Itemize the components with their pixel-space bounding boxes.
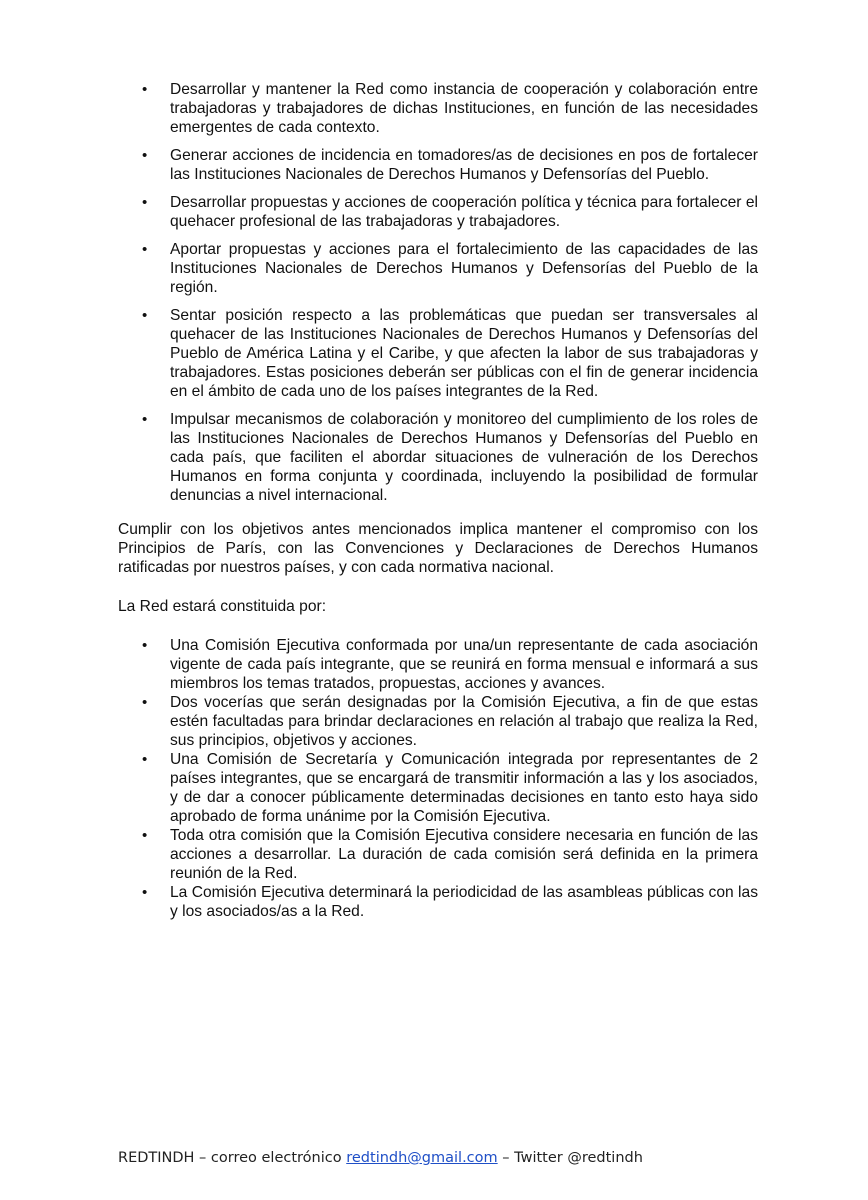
- list-item: • Generar acciones de incidencia en tomadores/as de decisiones en pos de fortalecer las Instituciones Nacionales de Derechos Humanos y Defensorías del Pueblo.: [118, 146, 758, 184]
- footer-prefix: REDTINDH – correo electrónico: [118, 1150, 347, 1166]
- footer-suffix: – Twitter @redtindh: [497, 1150, 643, 1166]
- list-item: • Desarrollar propuestas y acciones de cooperación política y técnica para fortalecer el quehacer profesional de las trabajadoras y trabajadores.: [118, 193, 758, 231]
- document-body: [118, 80, 758, 921]
- objectives-list: [118, 80, 758, 505]
- list-item: • Dos vocerías que serán designadas por la Comisión Ejecutiva, a fin de que estas estén facultadas para brindar declaraciones en relación al trabajo que realiza la Red, sus principios, objetivos y acciones.: [118, 693, 758, 750]
- list-item: • Toda otra comisión que la Comisión Ejecutiva considere necesaria en función de las acciones a desarrollar. La duración de cada comisión será definida en la primera reunión de la Red.: [118, 826, 758, 883]
- constitution-list: [118, 636, 758, 921]
- list-item: • La Comisión Ejecutiva determinará la periodicidad de las asambleas públicas con las y los asociados/as a la Red.: [118, 883, 758, 921]
- list-item: • Una Comisión Ejecutiva conformada por una/un representante de cada asociación vigente de cada país integrante, que se reunirá en forma mensual e informará a sus miembros los temas tratados, propuestas, acciones y avances.: [118, 636, 758, 693]
- list-item: • Desarrollar y mantener la Red como instancia de cooperación y colaboración entre trabajadoras y trabajadores de dichas Instituciones, en función de las necesidades emergentes de cada contexto.: [118, 80, 758, 137]
- list-item: • Una Comisión de Secretaría y Comunicación integrada por representantes de 2 países integrantes, que se encargará de transmitir información a las y los asociados, y de dar a conocer públicamente determinadas decisiones en tanto esto haya sido aprobado de forma unánime por la Comisión Ejecutiva.: [118, 750, 758, 826]
- email-link[interactable]: redtindh@gmail.com: [346, 1150, 498, 1166]
- constitution-intro: La Red estará constituida por:: [118, 598, 327, 615]
- page-footer: [118, 1150, 643, 1166]
- commitment-paragraph: Cumplir con los objetivos antes mencionados implica mantener el compromiso con los Principios de París, con las Convenciones y Declaraciones de Derechos Humanos ratificadas por nuestros países, y con cada normativa nacional.: [118, 521, 758, 576]
- list-item: • Aportar propuestas y acciones para el fortalecimiento de las capacidades de las Instituciones Nacionales de Derechos Humanos y Defensorías del Pueblo de la región.: [118, 240, 758, 297]
- list-item: • Sentar posición respecto a las problemáticas que puedan ser transversales al quehacer de las Instituciones Nacionales de Derechos Humanos y Defensorías del Pueblo de América Latina y el Caribe, y que afecten la labor de sus trabajadoras y trabajadores. Estas posiciones deberán ser públicas con el fin de generar incidencia en el ámbito de cada uno de los países integrantes de la Red.: [118, 306, 758, 401]
- list-item: • Impulsar mecanismos de colaboración y monitoreo del cumplimiento de los roles de las Instituciones Nacionales de Derechos Humanos y Defensorías del Pueblo en cada país, que faciliten el abordar situaciones de vulneración de los Derechos Humanos en forma conjunta y coordinada, incluyendo la posibilidad de formular denuncias a nivel internacional.: [118, 410, 758, 505]
